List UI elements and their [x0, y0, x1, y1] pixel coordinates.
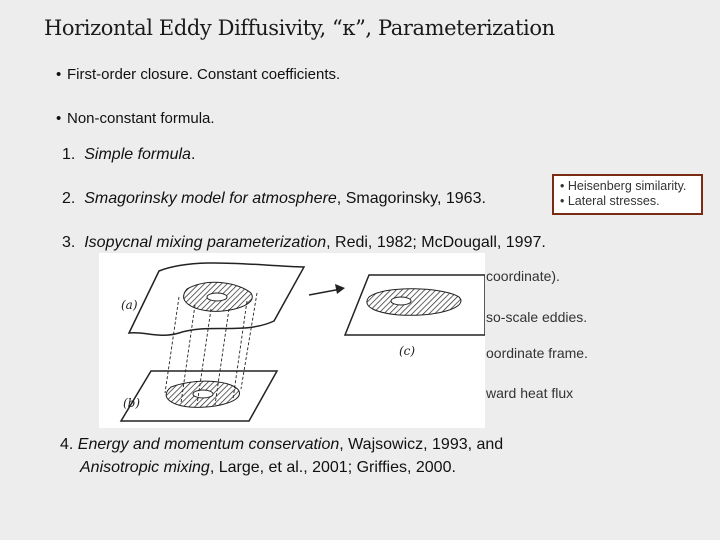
projected-eddy-patch — [367, 289, 461, 316]
bullet-dot: • — [56, 110, 62, 127]
item-simple-formula: 1. Simple formula. — [62, 146, 196, 163]
upper-eddy-core — [207, 293, 227, 301]
lower-eddy-core — [193, 390, 213, 398]
smagorinsky-callout-box: • Heisenberg similarity. • Lateral stresses. — [552, 174, 703, 215]
bullet-constant-coefficients: • First-order closure. Constant coefficients. — [56, 66, 341, 83]
bullet-dot: • — [56, 66, 62, 83]
item-energy-conservation: 4. Energy and momentum conservation, Wajsowicz, 1993, and Anisotropic mixing, Large, et al., 2001; Griffies, 2000. — [60, 436, 504, 476]
bullet-non-constant: • Non-constant formula. — [56, 110, 215, 127]
obscured-text-line: oordinate frame. — [486, 345, 588, 361]
slide-title: Horizontal Eddy Diffusivity, “κ”, Parameterization — [44, 16, 555, 40]
figure-label-c: (c) — [399, 344, 416, 358]
figure-label-a: (a) — [121, 298, 138, 312]
figure-label-b: (b) — [123, 396, 141, 410]
projected-eddy-core — [391, 297, 411, 305]
obscured-text-line: ward heat flux — [486, 385, 574, 401]
obscured-text-line: coordinate). — [486, 268, 560, 284]
isopycnal-mixing-figure — [99, 253, 485, 428]
item-isopycnal: 3. Isopycnal mixing parameterization, Redi, 1982; McDougall, 1997. — [62, 234, 546, 251]
obscured-text-line: so-scale eddies. — [486, 309, 588, 325]
item-smagorinsky: 2. Smagorinsky model for atmosphere, Smagorinsky, 1963. — [62, 190, 486, 207]
